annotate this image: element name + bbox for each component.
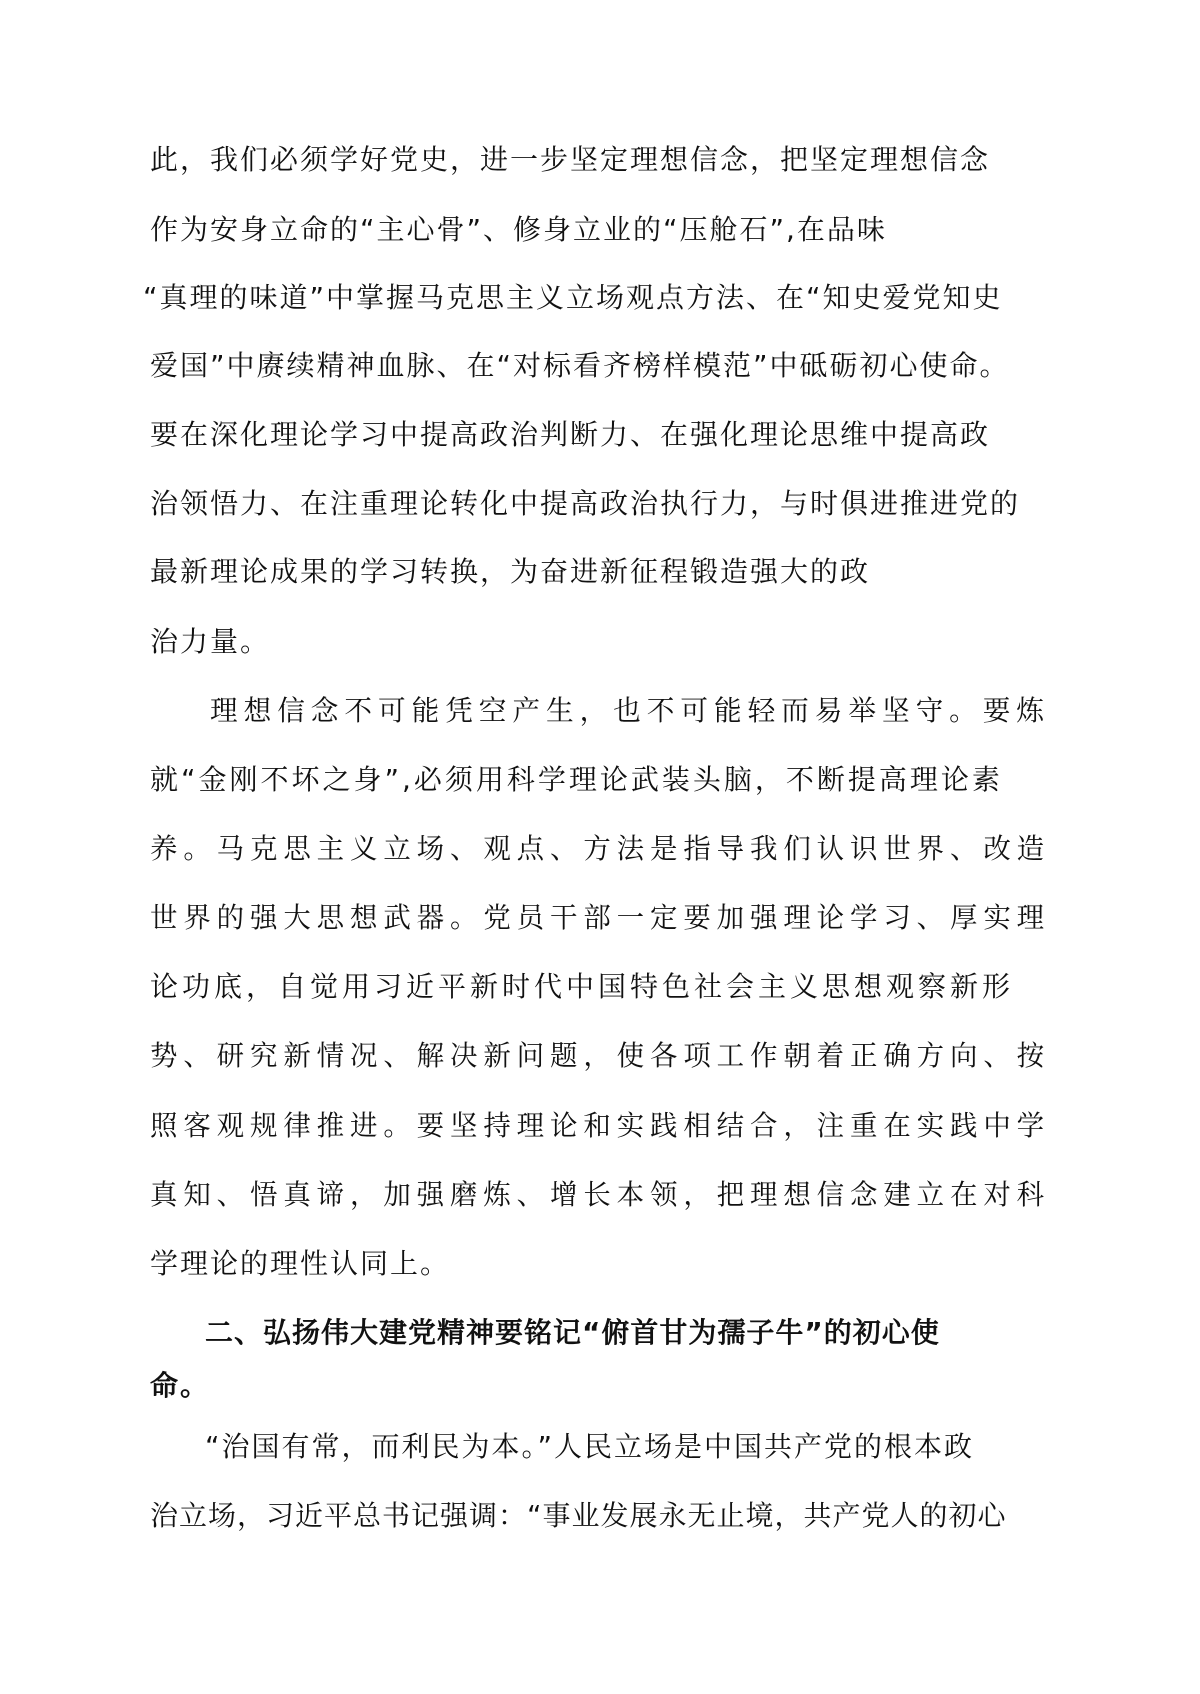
text-line-14: 势、研究新情况、解决新问题，使各项工作朝着正确方向、按 <box>150 1039 1051 1072</box>
text-line-1: 此，我们必须学好党史，进一步坚定理想信念，把坚定理想信念 <box>150 143 991 176</box>
text-line-3: “真理的味道”中掌握马克思主义立场观点方法、在“知史爱党知史 <box>143 281 1003 314</box>
text-line-21: 治立场，习近平总书记强调：“事业发展永无止境，共产党人的初心 <box>150 1499 1007 1532</box>
text-line-2: 作为安身立命的“主心骨”、修身立业的“压舱石”,在品味 <box>150 213 887 246</box>
text-line-17: 学理论的理性认同上。 <box>150 1247 451 1280</box>
text-line-16: 真知、悟真谛，加强磨炼、增长本领，把理想信念建立在对科 <box>150 1178 1051 1211</box>
text-line-11: 养。马克思主义立场、观点、方法是指导我们认识世界、改造 <box>150 832 1051 865</box>
text-line-15: 照客观规律推进。要坚持理论和实践相结合，注重在实践中学 <box>150 1109 1051 1142</box>
text-line-5: 要在深化理论学习中提高政治判断力、在强化理论思维中提高政 <box>150 418 991 451</box>
text-line-4: 爱国”中赓续精神血脉、在“对标看齐榜样模范”中砥砺初心使命。 <box>150 349 1010 382</box>
section-heading-continued: 命。 <box>150 1369 211 1402</box>
section-heading: 二、弘扬伟大建党精神要铭记“俯首甘为孺子牛”的初心使 <box>205 1316 940 1349</box>
text-line-8: 治力量。 <box>150 625 271 658</box>
text-line-6: 治领悟力、在注重理论转化中提高政治执行力，与时俱进推进党的 <box>150 487 1021 520</box>
text-line-7: 最新理论成果的学习转换，为奋进新征程锻造强大的政 <box>150 555 871 588</box>
text-line-13: 论功底，自觉用习近平新时代中国特色社会主义思想观察新形 <box>150 970 1015 1003</box>
text-line-9: 理想信念不可能凭空产生，也不可能轻而易举坚守。要炼 <box>210 694 1050 727</box>
text-line-12: 世界的强大思想武器。党员干部一定要加强理论学习、厚实理 <box>150 901 1051 934</box>
text-line-20: “治国有常，而利民为本。”人民立场是中国共产党的根本政 <box>205 1430 975 1463</box>
text-line-10: 就“金刚不坏之身”,必须用科学理论武装头脑，不断提高理论素 <box>150 763 1003 796</box>
